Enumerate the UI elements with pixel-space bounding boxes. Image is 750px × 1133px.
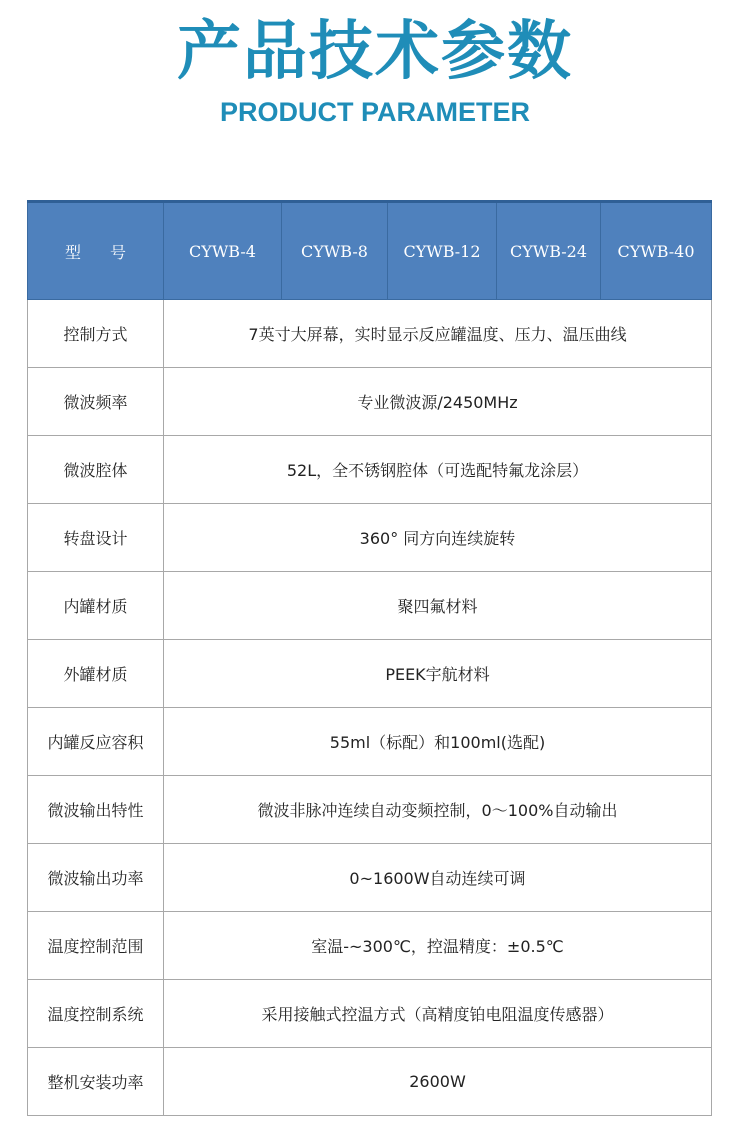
table-row — [28, 980, 712, 1048]
table-header-row — [28, 202, 712, 300]
row-value: 室温-~300℃，控温精度：±0.5℃ — [164, 912, 712, 980]
row-label: 温度控制范围 — [28, 912, 164, 980]
row-value: PEEK宇航材料 — [164, 640, 712, 708]
table-row — [28, 708, 712, 776]
row-value: 2600W — [164, 1048, 712, 1116]
row-label: 微波输出特性 — [28, 776, 164, 844]
table-row — [28, 776, 712, 844]
model-cell: CYWB-24 — [497, 202, 601, 300]
row-label: 温度控制系统 — [28, 980, 164, 1048]
row-value: 采用接触式控温方式（高精度铂电阻温度传感器） — [164, 980, 712, 1048]
model-cell: CYWB-40 — [601, 202, 712, 300]
row-label: 外罐材质 — [28, 640, 164, 708]
table-row — [28, 300, 712, 368]
row-label: 内罐材质 — [28, 572, 164, 640]
row-value: 360° 同方向连续旋转 — [164, 504, 712, 572]
row-label: 微波输出功率 — [28, 844, 164, 912]
row-value: 专业微波源/2450MHz — [164, 368, 712, 436]
table-row — [28, 572, 712, 640]
row-value: 55ml（标配）和100ml(选配) — [164, 708, 712, 776]
row-label: 控制方式 — [28, 300, 164, 368]
row-label: 内罐反应容积 — [28, 708, 164, 776]
page-subtitle: PRODUCT PARAMETER — [220, 97, 530, 127]
row-label: 整机安装功率 — [28, 1048, 164, 1116]
table-row — [28, 640, 712, 708]
page-title: 产品技术参数 — [177, 15, 573, 89]
table-row — [28, 368, 712, 436]
row-label: 微波频率 — [28, 368, 164, 436]
table-row — [28, 436, 712, 504]
row-label: 转盘设计 — [28, 504, 164, 572]
table-row — [28, 912, 712, 980]
model-cell: CYWB-4 — [164, 202, 282, 300]
header-label-model: 型 号 — [28, 202, 164, 300]
table-row — [28, 844, 712, 912]
row-value: 52L，全不锈钢腔体（可选配特氟龙涂层） — [164, 436, 712, 504]
row-value: 0~1600W自动连续可调 — [164, 844, 712, 912]
row-value: 7英寸大屏幕，实时显示反应罐温度、压力、温压曲线 — [164, 300, 712, 368]
table-row — [28, 1048, 712, 1116]
table-row — [28, 504, 712, 572]
row-value: 微波非脉冲连续自动变频控制，0～100%自动输出 — [164, 776, 712, 844]
parameter-table — [27, 200, 712, 1116]
row-label: 微波腔体 — [28, 436, 164, 504]
model-cell: CYWB-12 — [388, 202, 497, 300]
row-value: 聚四氟材料 — [164, 572, 712, 640]
model-cell: CYWB-8 — [282, 202, 388, 300]
